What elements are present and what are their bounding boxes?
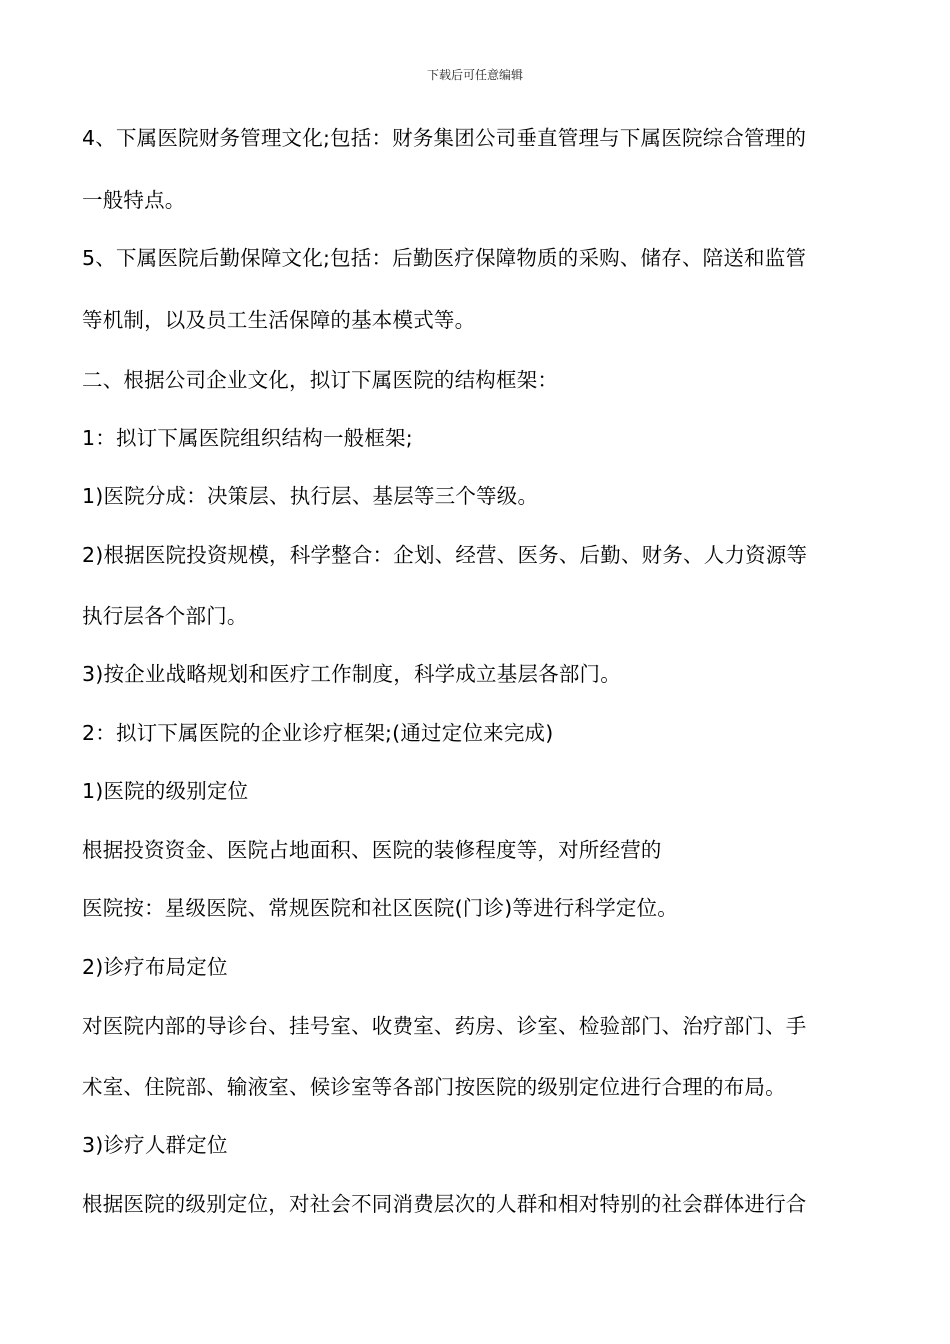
paragraph-line: 一般特点。 bbox=[82, 188, 186, 212]
subsection-heading: 1：拟订下属医院组织结构一般框架; bbox=[82, 426, 413, 450]
list-item: 1)医院分成：决策层、执行层、基层等三个等级。 bbox=[82, 484, 539, 508]
list-item-heading: 1)医院的级别定位 bbox=[82, 779, 249, 803]
paragraph-line: 5、下属医院后勤保障文化;包括：后勤医疗保障物质的采购、储存、陪送和监管 bbox=[82, 246, 807, 270]
paragraph-line: 对医院内部的导诊台、挂号室、收费室、药房、诊室、检验部门、治疗部门、手 bbox=[82, 1014, 807, 1038]
paragraph-line: 根据医院的级别定位，对社会不同消费层次的人群和相对特别的社会群体进行合 bbox=[82, 1192, 807, 1216]
section-heading: 二、根据公司企业文化，拟订下属医院的结构框架： bbox=[82, 368, 559, 392]
paragraph-line: 术室、住院部、输液室、候诊室等各部门按医院的级别定位进行合理的布局。 bbox=[82, 1075, 786, 1099]
list-item: 2)根据医院投资规模，科学整合：企划、经营、医务、后勤、财务、人力资源等 bbox=[82, 543, 808, 567]
list-item-heading: 2)诊疗布局定位 bbox=[82, 955, 228, 979]
list-item-heading: 3)诊疗人群定位 bbox=[82, 1133, 228, 1157]
paragraph-line: 根据投资资金、医院占地面积、医院的装修程度等，对所经营的 bbox=[82, 838, 662, 862]
list-item: 3)按企业战略规划和医疗工作制度，科学成立基层各部门。 bbox=[82, 662, 621, 686]
subsection-heading: 2：拟订下属医院的企业诊疗框架;(通过定位来完成) bbox=[82, 721, 554, 745]
paragraph-line: 医院按：星级医院、常规医院和社区医院(门诊)等进行科学定位。 bbox=[82, 896, 678, 920]
list-item-continuation: 执行层各个部门。 bbox=[82, 604, 248, 628]
paragraph-line: 等机制，以及员工生活保障的基本模式等。 bbox=[82, 308, 476, 332]
page-header: 下载后可任意编辑 bbox=[426, 68, 523, 82]
paragraph-line: 4、下属医院财务管理文化;包括：财务集团公司垂直管理与下属医院综合管理的 bbox=[82, 126, 807, 150]
